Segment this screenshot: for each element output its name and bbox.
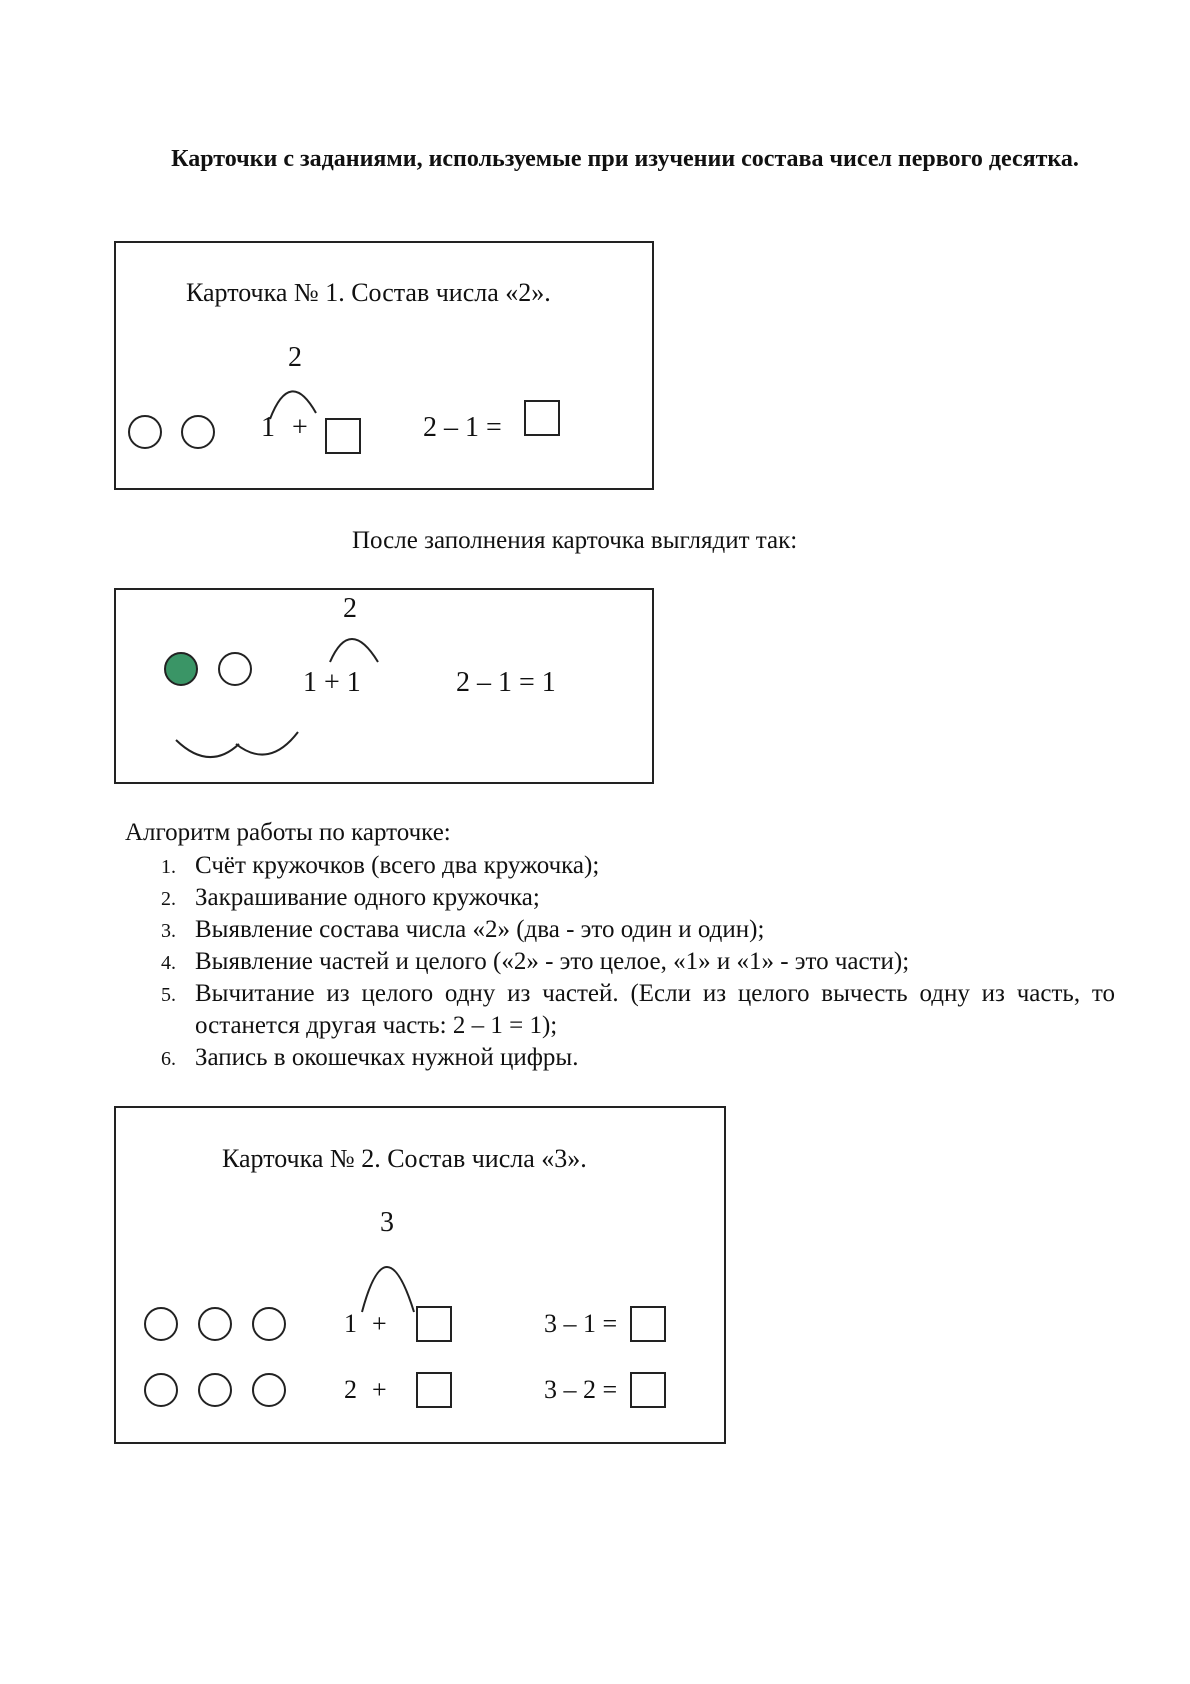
card-2-heading: Карточка № 2. Состав числа «3». [222, 1144, 587, 1173]
card-2-row-2-equation: 3 – 2 = [544, 1375, 618, 1404]
step-number: 2. [161, 888, 176, 910]
step-text: Выявление частей и целого («2» - это целое, «1» и «1» - это части); [195, 948, 910, 975]
card-2-circle [144, 1373, 178, 1407]
card-2-row-1-equation: 3 – 1 = [544, 1309, 618, 1338]
card-2-row-1-part: 1 [344, 1309, 357, 1338]
card-1-filled-whole-number: 2 [343, 593, 357, 624]
step-number: 6. [161, 1048, 176, 1070]
step-text: Выявление состава числа «2» (два - это один и один); [195, 916, 765, 943]
list-item [125, 1042, 1115, 1074]
filled-circle [164, 652, 198, 686]
algorithm-title: Алгоритм работы по карточке: [125, 819, 451, 846]
step-number: 1. [161, 856, 176, 878]
list-item [125, 978, 1115, 1042]
card-2-circle [252, 1307, 286, 1341]
algorithm-section [125, 818, 1115, 1074]
card-1-equation-box[interactable] [524, 400, 560, 436]
card-1-filled [114, 588, 654, 784]
card-2-row-2-equation-box[interactable] [630, 1372, 666, 1408]
card-1-filled-equation: 2 – 1 = 1 [456, 667, 556, 698]
card-2-circle [144, 1307, 178, 1341]
card-2-whole-number: 3 [380, 1207, 394, 1238]
card-1-circle [128, 415, 162, 449]
card-1-plus-sign: + [292, 412, 308, 443]
algorithm-steps [125, 850, 1115, 1074]
card-1-heading: Карточка № 1. Состав числа «2». [186, 278, 551, 307]
step-number: 4. [161, 952, 176, 974]
card-2-circle [252, 1373, 286, 1407]
after-fill-caption: После заполнения карточка выглядит так: [352, 527, 798, 554]
card-2 [114, 1106, 726, 1444]
page-title: Карточки с заданиями, используемые при изучении состава чисел первого десятка. [171, 146, 1079, 172]
step-number: 5. [161, 984, 176, 1006]
card-2-row-2-answer-box[interactable] [416, 1372, 452, 1408]
card-1-filled-whole-arc [328, 626, 388, 666]
step-text: Закрашивание одного кружочка; [195, 884, 540, 911]
card-2-row-1-answer-box[interactable] [416, 1306, 452, 1342]
list-item [125, 946, 1115, 978]
list-item [125, 850, 1115, 882]
card-1-circle [181, 415, 215, 449]
card-2-circle [198, 1373, 232, 1407]
card-2-row-1-equation-box[interactable] [630, 1306, 666, 1342]
card-1-part-number: 1 [261, 412, 275, 443]
card-2-row-2-plus: + [372, 1375, 387, 1404]
card-1-whole-number: 2 [288, 342, 302, 373]
card-1-answer-box[interactable] [325, 418, 361, 454]
card-2-whole-arc [360, 1244, 430, 1314]
card-1-filled-circle [218, 652, 252, 686]
card-2-row-2-part: 2 [344, 1375, 357, 1404]
card-1-filled-sum: 1 + 1 [303, 667, 361, 698]
step-text: Вычитание из целого одну из частей. (Если из целого вычесть одну из часть, то останется другая часть: 2 – 1 = 1); [195, 980, 1115, 1039]
list-item [125, 914, 1115, 946]
card-2-row-1-plus: + [372, 1309, 387, 1338]
card-2-circle [198, 1307, 232, 1341]
card-1 [114, 241, 654, 490]
step-number: 3. [161, 920, 176, 942]
step-text: Счёт кружочков (всего два кружочка); [195, 852, 600, 879]
part-brackets [174, 730, 304, 770]
card-1-equation: 2 – 1 = [423, 412, 502, 443]
step-text: Запись в окошечках нужной цифры. [195, 1044, 579, 1071]
list-item [125, 882, 1115, 914]
